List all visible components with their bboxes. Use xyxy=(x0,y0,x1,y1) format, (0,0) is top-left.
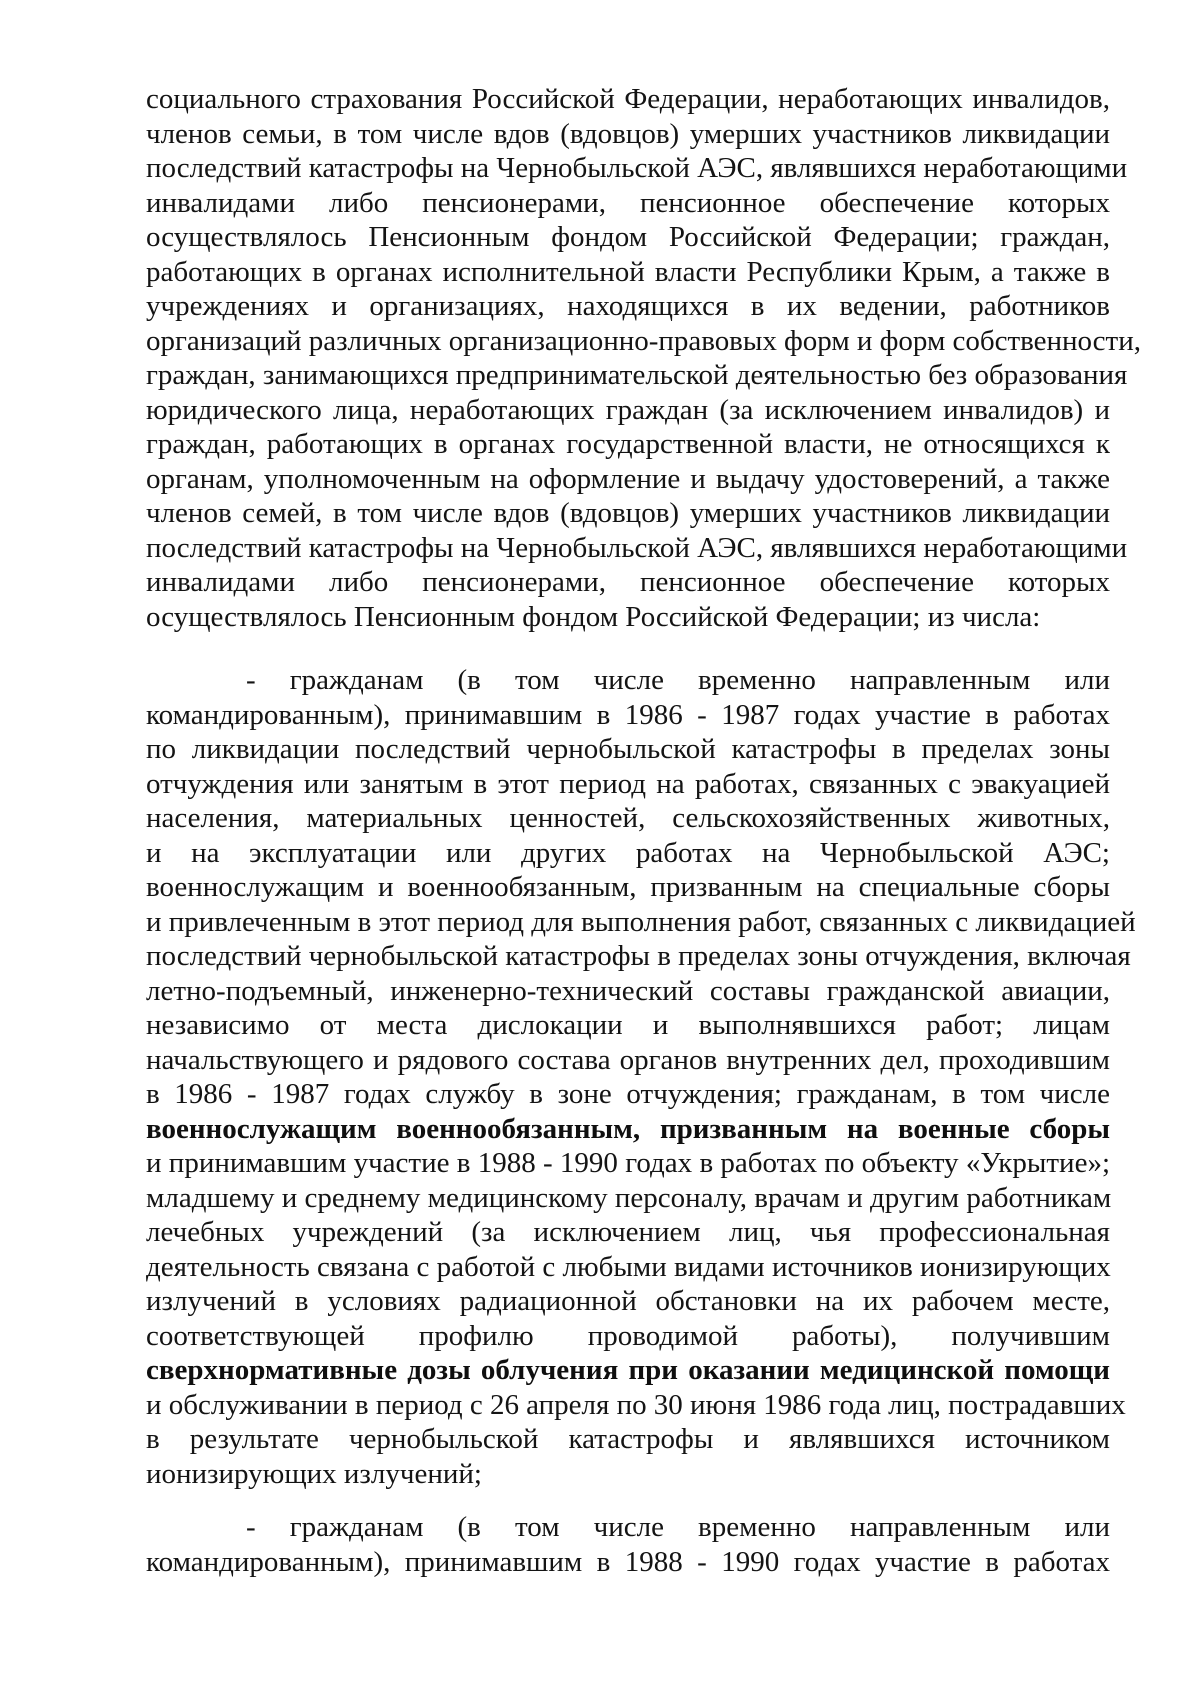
text-line: соответствующей профилю проводимой работы), получившим xyxy=(146,1319,1110,1352)
text-line: по ликвидации последствий чернобыльской катастрофы в пределах зоны xyxy=(146,733,1110,765)
text-line: сверхнормативные дозы облучения при оказании медицинской помощи xyxy=(146,1354,1110,1386)
text-line: командированным), принимавшим в 1988 - 1990 годах участие в работах xyxy=(146,1545,1110,1578)
text-line: в результате чернобыльской катастрофы и являвшихся источником xyxy=(146,1423,1110,1455)
text-line: и на эксплуатации или других работах на Чернобыльской АЭС; xyxy=(146,836,1110,869)
text-line: инвалидами либо пенсионерами, пенсионное обеспечение которых xyxy=(146,186,1110,219)
text-line: - гражданам (в том числе временно направленным или xyxy=(246,664,1110,696)
text-line: работающих в органах исполнительной власти Республики Крым, а также в xyxy=(146,255,1110,288)
text-line: органам, уполномоченным на оформление и выдачу удостоверений, а также xyxy=(146,462,1110,495)
text-line: ионизирующих излучений; xyxy=(146,1457,482,1490)
text-line: и принимавшим участие в 1988 - 1990 годах в работах по объекту «Укрытие»; xyxy=(146,1147,1110,1179)
text-line: и привлеченным в этот период для выполнения работ, связанных с ликвидацией xyxy=(146,905,1136,938)
text-line: - гражданам (в том числе временно направленным или xyxy=(246,1511,1110,1543)
text-line: независимо от места дислокации и выполнявшихся работ; лицам xyxy=(146,1009,1110,1041)
text-line: членов семей, в том числе вдов (вдовцов) умерших участников ликвидации xyxy=(146,497,1110,529)
text-line: в 1986 - 1987 годах службу в зоне отчуждения; гражданам, в том числе xyxy=(146,1078,1110,1110)
text-line: отчуждения или занятым в этот период на работах, связанных с эвакуацией xyxy=(146,767,1110,800)
text-line: начальствующего и рядового состава органов внутренних дел, проходившим xyxy=(146,1043,1110,1076)
text-line: последствий катастрофы на Чернобыльской АЭС, являвшихся неработающими xyxy=(146,152,1128,184)
text-line: деятельность связана с работой с любыми видами источников ионизирующих xyxy=(146,1250,1111,1283)
text-line: летно-подъемный, инженерно-технический составы гражданской авиации, xyxy=(146,974,1110,1007)
text-line: граждан, работающих в органах государственной власти, не относящихся к xyxy=(146,428,1110,460)
text-line: осуществлялось Пенсионным фондом Российской Федерации; из числа: xyxy=(146,600,1041,633)
text-line: и обслуживании в период с 26 апреля по 30 июня 1986 года лиц, пострадавших xyxy=(146,1388,1126,1421)
text-line: учреждениях и организациях, находящихся в их ведении, работников xyxy=(146,290,1110,322)
text-line: членов семьи, в том числе вдов (вдовцов) умерших участников ликвидации xyxy=(146,117,1110,150)
text-line: юридического лица, неработающих граждан (за исключением инвалидов) и xyxy=(146,393,1110,426)
text-line: командированным), принимавшим в 1986 - 1987 годах участие в работах xyxy=(146,698,1110,731)
text-line: организаций различных организационно-правовых форм и форм собственности, xyxy=(146,324,1141,357)
text-line: населения, материальных ценностей, сельскохозяйственных животных, xyxy=(146,802,1110,834)
text-line: военнослужащим военнообязанным, призванным на военные сборы xyxy=(146,1112,1110,1145)
text-line: осуществлялось Пенсионным фондом Российской Федерации; граждан, xyxy=(146,221,1110,253)
text-line: последствий чернобыльской катастрофы в пределах зоны отчуждения, включая xyxy=(146,940,1131,972)
text-line: лечебных учреждений (за исключением лиц, чья профессиональная xyxy=(146,1216,1110,1248)
paragraph-2 xyxy=(146,663,1136,1491)
paragraph-1 xyxy=(146,82,1141,634)
text-line: военнослужащим и военнообязанным, призванным на специальные сборы xyxy=(146,871,1110,903)
text-line: последствий катастрофы на Чернобыльской АЭС, являвшихся неработающими xyxy=(146,531,1128,564)
text-line: инвалидами либо пенсионерами, пенсионное обеспечение которых xyxy=(146,566,1110,598)
text-line: младшему и среднему медицинскому персоналу, врачам и другим работникам xyxy=(146,1181,1112,1214)
text-line: социального страхования Российской Федерации, неработающих инвалидов, xyxy=(146,83,1110,115)
paragraph-3 xyxy=(146,1510,1110,1579)
text-line: граждан, занимающихся предпринимательской деятельностью без образования xyxy=(146,359,1128,391)
text-line: излучений в условиях радиационной обстановки на их рабочем месте, xyxy=(146,1285,1110,1317)
